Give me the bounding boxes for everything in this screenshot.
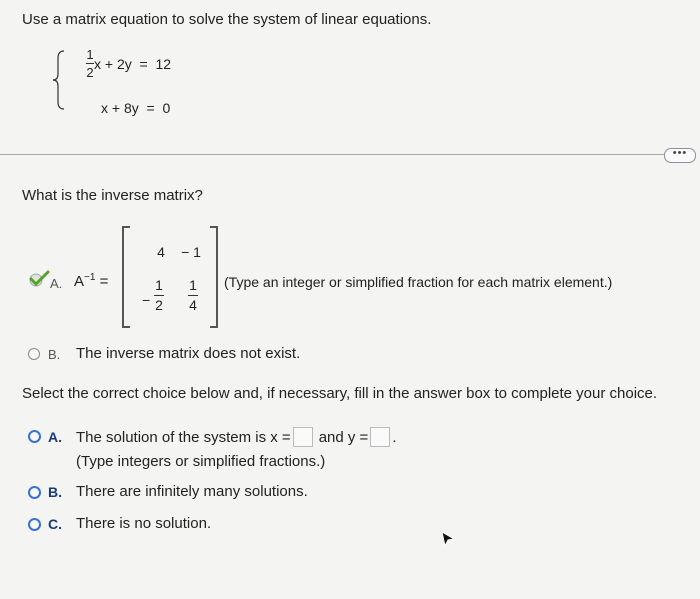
matrix-cell-r2c1-sign: −	[142, 292, 151, 308]
y-answer-input[interactable]	[370, 427, 390, 447]
solution-option-a-radio[interactable]	[28, 430, 41, 443]
fraction-denominator: 2	[155, 297, 163, 313]
inverse-option-b-letter: B.	[48, 347, 61, 362]
equation-1	[86, 48, 171, 79]
solution-option-a-letter: A.	[48, 429, 62, 445]
fraction-denominator: 4	[189, 297, 197, 313]
inverse-option-a-letter: A.	[50, 276, 63, 291]
bracket-tick	[210, 226, 216, 228]
inverse-matrix	[122, 226, 218, 328]
solution-option-b-letter: B.	[48, 484, 62, 500]
bracket-tick	[124, 226, 130, 228]
matrix-cell-r1c2: − 1	[181, 244, 201, 260]
divider	[0, 154, 664, 155]
solution-option-a-line	[76, 427, 396, 447]
inverse-option-b-radio[interactable]	[28, 348, 40, 360]
bracket-tick	[210, 326, 216, 328]
fraction-numerator: 1	[155, 277, 163, 293]
solution-text-after: .	[392, 428, 397, 446]
matrix-cell-r2c2	[188, 278, 198, 313]
mouse-pointer-icon	[440, 530, 456, 548]
inverse-prompt: What is the inverse matrix?	[22, 187, 203, 204]
solution-text-before: The solution of the system is x =	[76, 428, 291, 446]
solution-option-c-radio[interactable]	[28, 518, 41, 531]
matrix-cell-r1c1: 4	[157, 244, 165, 260]
solution-text-middle: and y =	[318, 428, 369, 446]
system-brace	[52, 50, 68, 110]
matrix-name: A	[74, 273, 85, 290]
solution-option-c-letter: C.	[48, 516, 62, 532]
fraction-bar	[188, 295, 198, 296]
correct-check-icon	[28, 270, 50, 288]
equation-2: x + 8y = 0	[101, 100, 171, 116]
solution-option-b-radio[interactable]	[28, 486, 41, 499]
fraction-bar	[86, 63, 94, 64]
equation-1-fraction	[86, 48, 94, 79]
fraction-numerator: 1	[86, 47, 94, 62]
equation-1-rest: x + 2y = 12	[94, 55, 172, 72]
solution-option-b-text: There are infinitely many solutions.	[76, 483, 308, 500]
equals-sign: =	[99, 273, 109, 290]
more-options-button[interactable]: •••	[664, 148, 696, 163]
fraction-numerator: 1	[189, 277, 197, 293]
question-prompt: Use a matrix equation to solve the system of linear equations.	[22, 11, 432, 28]
x-answer-input[interactable]	[293, 427, 313, 447]
solution-option-a-hint: (Type integers or simplified fractions.)	[76, 453, 326, 470]
matrix-cell-r2c1	[154, 278, 164, 313]
fraction-bar	[154, 295, 164, 296]
inverse-option-b-text: The inverse matrix does not exist.	[76, 345, 301, 362]
fraction-denominator: 2	[86, 65, 94, 80]
solution-prompt: Select the correct choice below and, if necessary, fill in the answer box to complete your choice.	[22, 385, 658, 402]
solution-option-c-text: There is no solution.	[76, 515, 212, 532]
inverse-exponent: −1	[84, 272, 96, 283]
inverse-lhs	[74, 272, 108, 290]
inverse-hint: (Type an integer or simplified fraction for each matrix element.)	[224, 274, 613, 290]
bracket-tick	[124, 326, 130, 328]
